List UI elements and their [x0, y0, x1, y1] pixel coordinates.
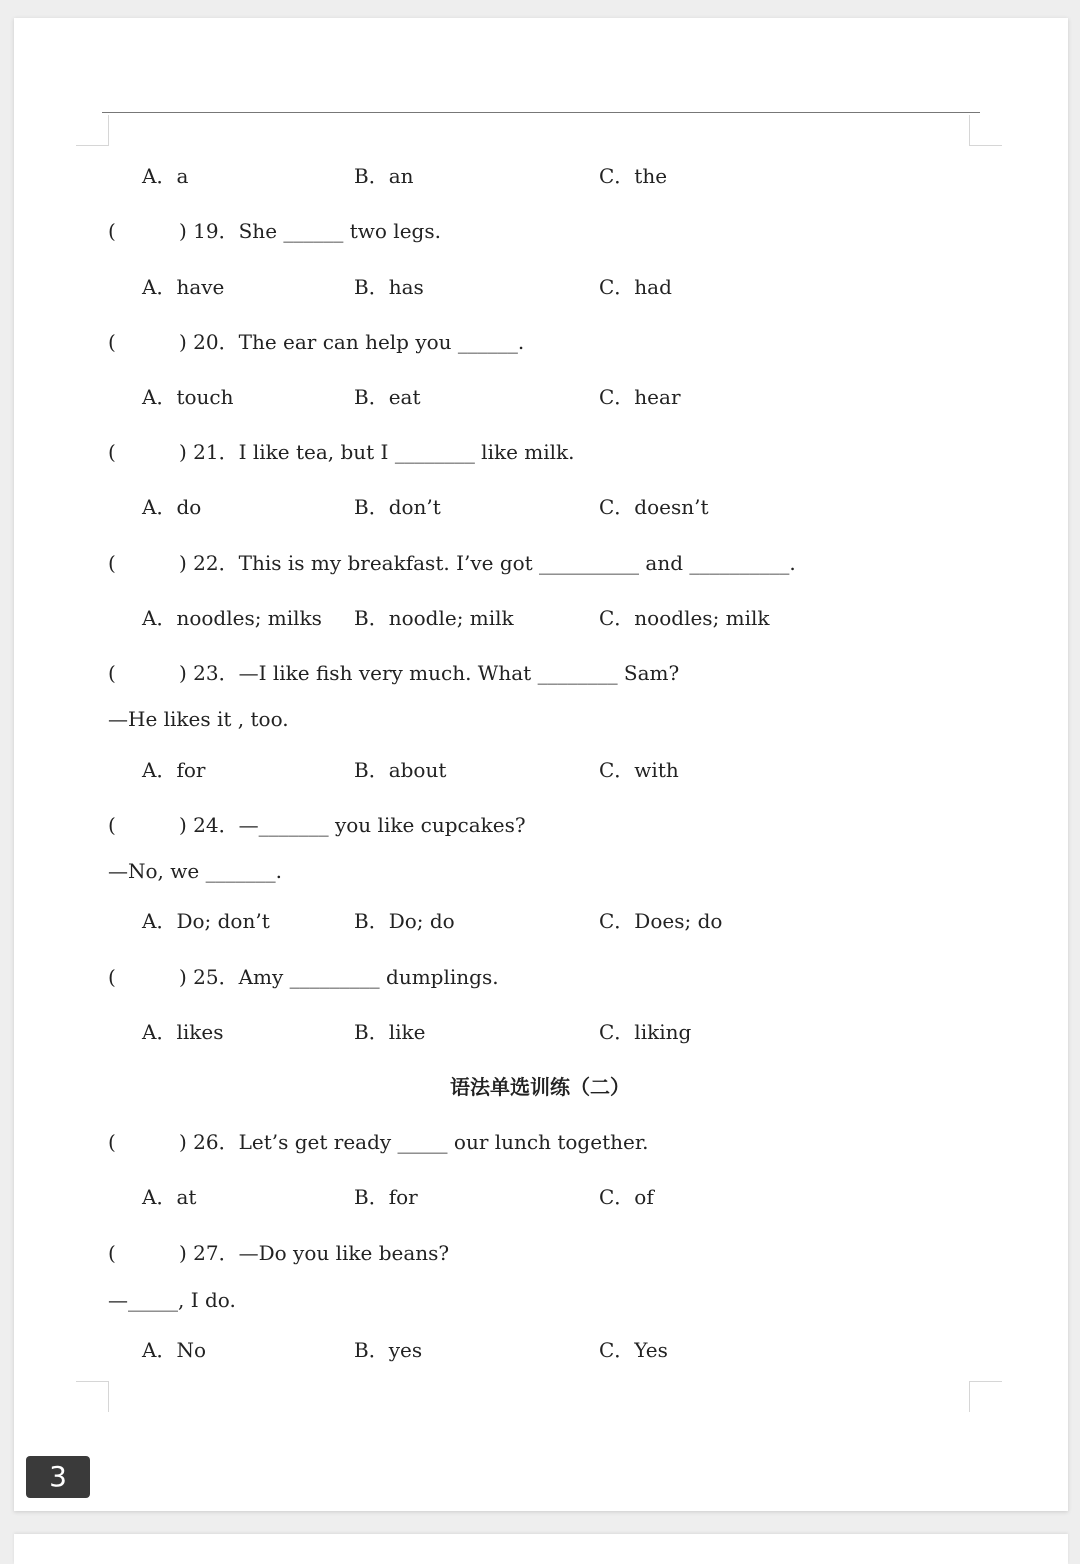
options-row: [0, 272, 1080, 302]
options-row: [0, 1335, 1080, 1365]
corner-mark-bottom-left: [76, 1381, 109, 1412]
option-b: B．about: [354, 758, 447, 782]
answer-paren: (: [108, 219, 116, 243]
answer-paren: (: [108, 1241, 116, 1265]
answer-paren: (: [108, 661, 116, 685]
options-row: [0, 1017, 1080, 1047]
option-a: A．noodles; milks: [142, 606, 322, 630]
option-c: C．of: [599, 1185, 654, 1209]
question-text: ) 20．The ear can help you ______.: [179, 330, 525, 354]
answer-paren: (: [108, 330, 116, 354]
option-b: B．eat: [354, 385, 421, 409]
answer-paren: (: [108, 965, 116, 989]
option-c: C．had: [599, 275, 672, 299]
question-20: [0, 327, 1080, 357]
answer-paren: (: [108, 813, 116, 837]
question-24: [0, 810, 1080, 840]
section-title: 语法单选训练（二）: [450, 1075, 630, 1099]
options-row: [0, 906, 1080, 936]
option-c: C．doesn’t: [599, 495, 709, 519]
question-text: ) 25．Amy _________ dumplings.: [179, 965, 499, 989]
question-text: ) 27．—Do you like beans?: [179, 1241, 450, 1265]
dialogue-reply: —No, we _______.: [108, 859, 282, 883]
question-text: ) 22．This is my breakfast. I’ve got __________ and __________.: [179, 551, 796, 575]
dialogue-reply: —He likes it , too.: [108, 707, 289, 731]
next-page-edge: [14, 1534, 1068, 1564]
question-text: ) 21．I like tea, but I ________ like milk.: [179, 440, 575, 464]
options-row: [0, 492, 1080, 522]
question-19: [0, 216, 1080, 246]
page-number-badge[interactable]: 3: [26, 1456, 90, 1498]
question-21: [0, 437, 1080, 467]
option-c: C．Yes: [599, 1338, 668, 1362]
option-b: B．like: [354, 1020, 426, 1044]
option-c: C．hear: [599, 385, 681, 409]
question-continuation: [0, 1285, 1080, 1315]
corner-mark-bottom-right: [969, 1381, 1002, 1412]
option-a: A．a: [142, 164, 189, 188]
option-b: B．noodle; milk: [354, 606, 514, 630]
option-a: A．Do; don’t: [142, 909, 270, 933]
option-c: C．with: [599, 758, 679, 782]
options-row: [0, 161, 1080, 191]
option-c: C．noodles; milk: [599, 606, 770, 630]
question-continuation: [0, 704, 1080, 734]
option-c: C．liking: [599, 1020, 692, 1044]
option-b: B．for: [354, 1185, 418, 1209]
options-row: [0, 603, 1080, 633]
answer-paren: (: [108, 440, 116, 464]
question-27: [0, 1238, 1080, 1268]
option-a: A．for: [142, 758, 206, 782]
question-text: ) 23．—I like fish very much. What ________ Sam?: [179, 661, 680, 685]
question-text: ) 19．She ______ two legs.: [179, 219, 441, 243]
question-23: [0, 658, 1080, 688]
answer-paren: (: [108, 551, 116, 575]
option-a: A．likes: [142, 1020, 224, 1044]
options-row: [0, 755, 1080, 785]
option-c: C．the: [599, 164, 668, 188]
option-a: A．have: [142, 275, 225, 299]
option-b: B．yes: [354, 1338, 423, 1362]
question-25: [0, 962, 1080, 992]
header-rule: [102, 112, 980, 113]
question-26: [0, 1127, 1080, 1157]
option-b: B．has: [354, 275, 424, 299]
option-b: B．don’t: [354, 495, 441, 519]
option-c: C．Does; do: [599, 909, 723, 933]
option-b: B．Do; do: [354, 909, 455, 933]
answer-paren: (: [108, 1130, 116, 1154]
question-text: ) 26．Let’s get ready _____ our lunch together.: [179, 1130, 649, 1154]
dialogue-reply: —_____, I do.: [108, 1288, 236, 1312]
question-text: ) 24．—_______ you like cupcakes?: [179, 813, 526, 837]
corner-mark-top-left: [76, 115, 109, 146]
option-a: A．do: [142, 495, 202, 519]
options-row: [0, 382, 1080, 412]
option-a: A．No: [142, 1338, 206, 1362]
option-a: A．touch: [142, 385, 234, 409]
question-22: [0, 548, 1080, 578]
question-continuation: [0, 856, 1080, 886]
corner-mark-top-right: [969, 115, 1002, 146]
option-a: A．at: [142, 1185, 197, 1209]
options-row: [0, 1182, 1080, 1212]
option-b: B．an: [354, 164, 414, 188]
